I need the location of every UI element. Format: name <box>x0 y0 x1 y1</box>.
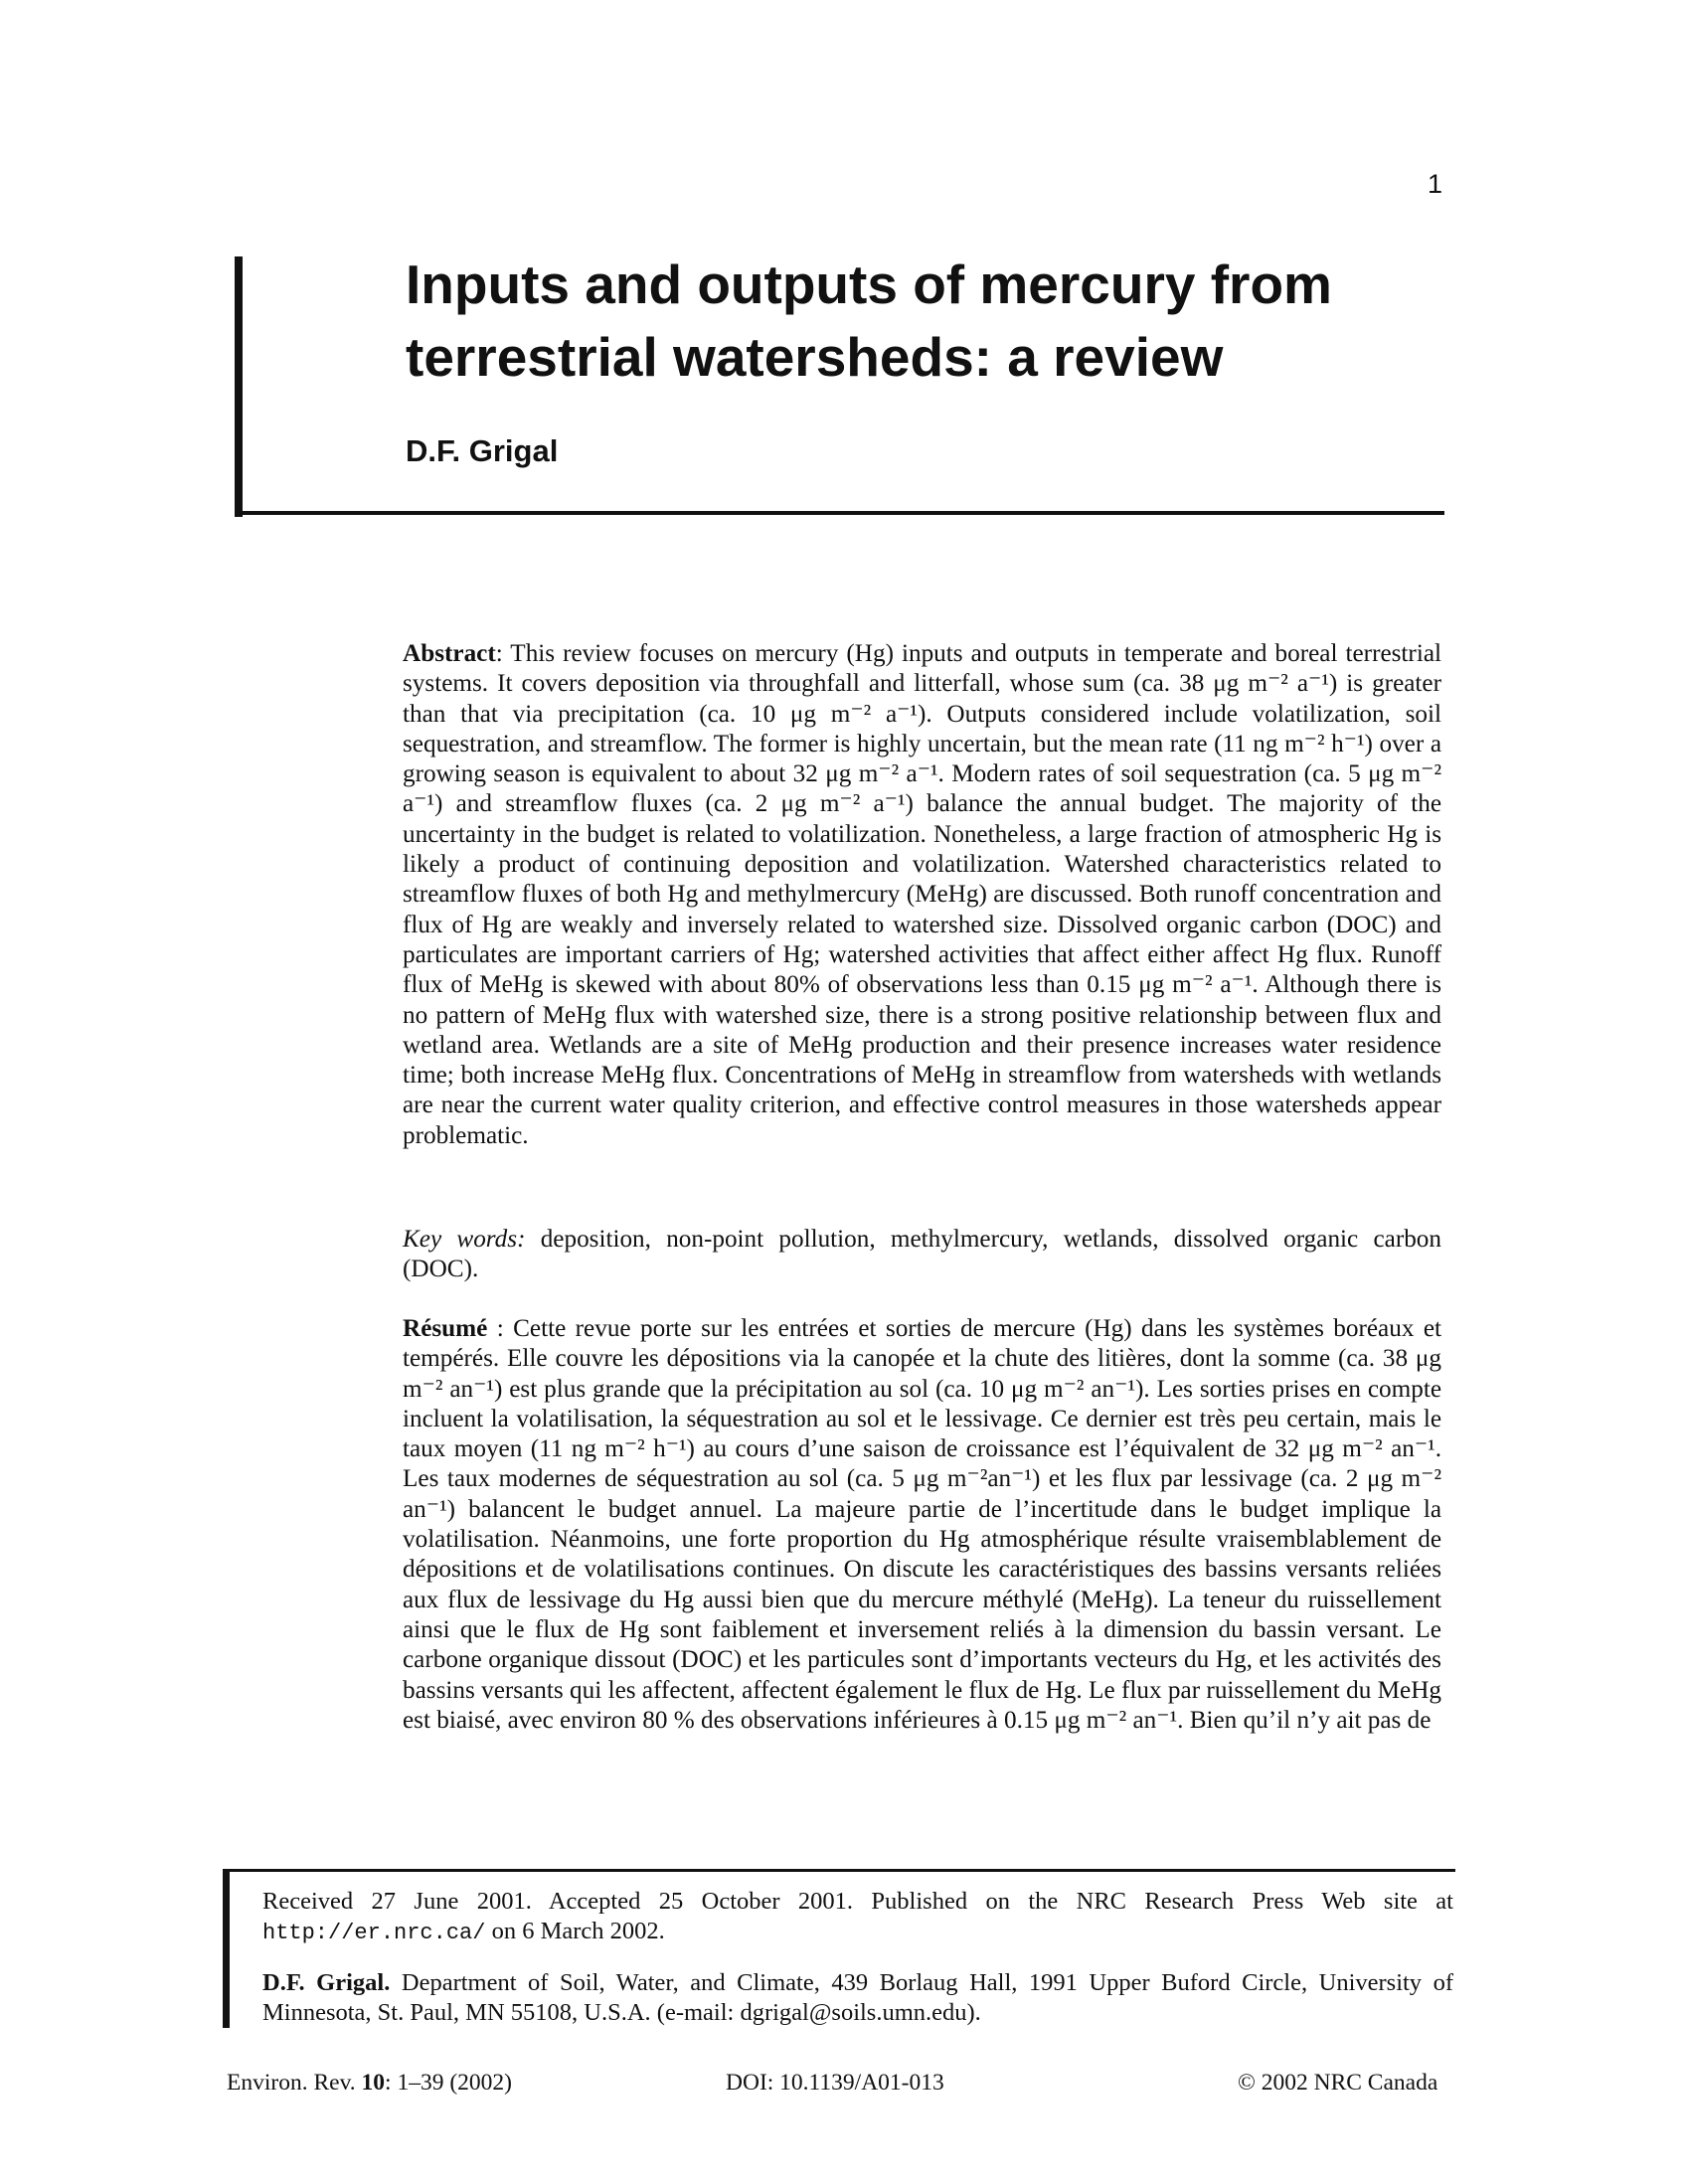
affiliation-name: D.F. Grigal. <box>262 1969 391 1996</box>
footnote-vertical-rule <box>223 1869 230 2028</box>
header-vertical-rule <box>235 256 243 517</box>
resume-paragraph <box>403 1314 1441 1736</box>
footnote-horizontal-rule <box>223 1869 1455 1872</box>
received-date-text: on 6 March 2002. <box>485 1918 665 1944</box>
header-horizontal-rule <box>235 511 1444 515</box>
affiliation-text: Department of Soil, Water, and Climate, 439 Borlaug Hall, 1991 Upper Buford Circle, University of Minnesota, St. Paul, MN 55108, U.S.A. (e-mail: dgrigal@soils.umn.edu). <box>262 1969 1453 2026</box>
journal-citation <box>227 2070 512 2097</box>
doi-label: DOI: 10.1139/A01-013 <box>726 2070 944 2096</box>
abstract-paragraph <box>403 639 1441 1151</box>
resume-label: Résumé <box>403 1315 488 1342</box>
keywords-text: deposition, non-point pollution, methylmercury, wetlands, dissolved organic carbon (DOC). <box>403 1226 1441 1283</box>
author-name: D.F. Grigal <box>406 433 559 468</box>
citation-volume: 10 <box>361 2070 386 2096</box>
abstract-text: : This review focuses on mercury (Hg) inputs and outputs in temperate and boreal terrestrial systems. It covers deposition via throughfall and litterfall, whose sum (ca. 38 μg m⁻² a⁻¹) is greater than that via precipitation (ca. 10 μg m⁻² a⁻¹). Outputs considered include volatilization, soil sequestration, and streamflow. The former is highly uncertain, but the mean rate (11 ng m⁻² h⁻¹) over a growing season is equivalent to about 32 μg m⁻² a⁻¹. Modern rates of soil sequestration (ca. 5 μg m⁻² a⁻¹) and streamflow fluxes (ca. 2 μg m⁻² a⁻¹) balance the annual budget. The majority of the uncertainty in the budget is related to volatilization. Nonetheless, a large fraction of atmospheric Hg is likely a product of continuing deposition and volatilization. Watershed characteristics related to streamflow fluxes of both Hg and methylmercury (MeHg) are discussed. Both runoff concentration and flux of Hg are weakly and inversely related to watershed size. Dissolved organic carbon (DOC) and particulates are important carriers of Hg; watershed activities that affect either affect Hg flux. Runoff flux of MeHg is skewed with about 80% of observations less than 0.15 μg m⁻² a⁻¹. Although there is no pattern of MeHg flux with watershed size, there is a strong positive relationship between flux and wetland area. Wetlands are a site of MeHg production and their presence increases water residence time; both increase MeHg flux. Concentrations of MeHg in streamflow from watersheds with wetlands are near the current water quality criterion, and effective control measures in those watersheds appear problematic. <box>403 640 1441 1149</box>
resume-text: : Cette revue porte sur les entrées et sorties de mercure (Hg) dans les systèmes boréaux et tempérés. Elle couvre les dépositions via la canopée et la chute des litières, dont la somme (ca. 38 μg m⁻² an⁻¹) est plus grande que la précipitation au sol (ca. 10 μg m⁻² an⁻¹). Les sorties prises en compte incluent la volatilisation, la séquestration au sol et le lessivage. Ce dernier est très peu certain, mais le taux moyen (11 ng m⁻² h⁻¹) au cours d’une saison de croissance est l’équivalent de 32 μg m⁻² an⁻¹. Les taux modernes de séquestration au sol (ca. 5 μg m⁻²an⁻¹) et les flux par lessivage (ca. 2 μg m⁻² an⁻¹) balancent le budget annuel. La majeure partie de l’incertitude dans le budget implique la volatilisation. Néanmoins, une forte proportion du Hg atmosphérique résulte vraisemblablement de dépositions et de volatilisations continues. On discute les caractéristiques des bassins versants reliées aux flux de lessivage du Hg aussi bien que du mercure méthylé (MeHg). La teneur du ruissellement ainsi que le flux de Hg sont faiblement et inversement reliés à la dimension du bassin versant. Le carbone organique dissout (DOC) et les particules sont d’importants vecteurs du Hg, et les activités des bassins versants qui les affectent, affectent également le flux de Hg. Le flux par ruissellement du MeHg est biaisé, avec environ 80 % des observations inférieures à 0.15 μg m⁻² an⁻¹. Bien qu’il n’y ait pas de <box>403 1315 1441 1734</box>
keywords-label: Key words: <box>403 1226 526 1253</box>
author-affiliation <box>262 1968 1453 2028</box>
keywords-paragraph <box>403 1225 1441 1285</box>
received-text: Received 27 June 2001. Accepted 25 October 2001. Published on the NRC Research Press Web site at <box>262 1888 1453 1915</box>
received-note <box>262 1887 1453 1948</box>
citation-journal: Environ. Rev. <box>227 2070 362 2096</box>
citation-pages: : 1–39 (2002) <box>385 2070 512 2096</box>
copyright-notice: © 2002 NRC Canada <box>1238 2070 1438 2096</box>
abstract-label: Abstract <box>403 640 496 667</box>
journal-url-link[interactable]: http://er.nrc.ca/ <box>262 1921 486 1945</box>
page-number: 1 <box>1428 169 1443 199</box>
article-title: Inputs and outputs of mercury from terrestrial watersheds: a review <box>406 253 1332 388</box>
